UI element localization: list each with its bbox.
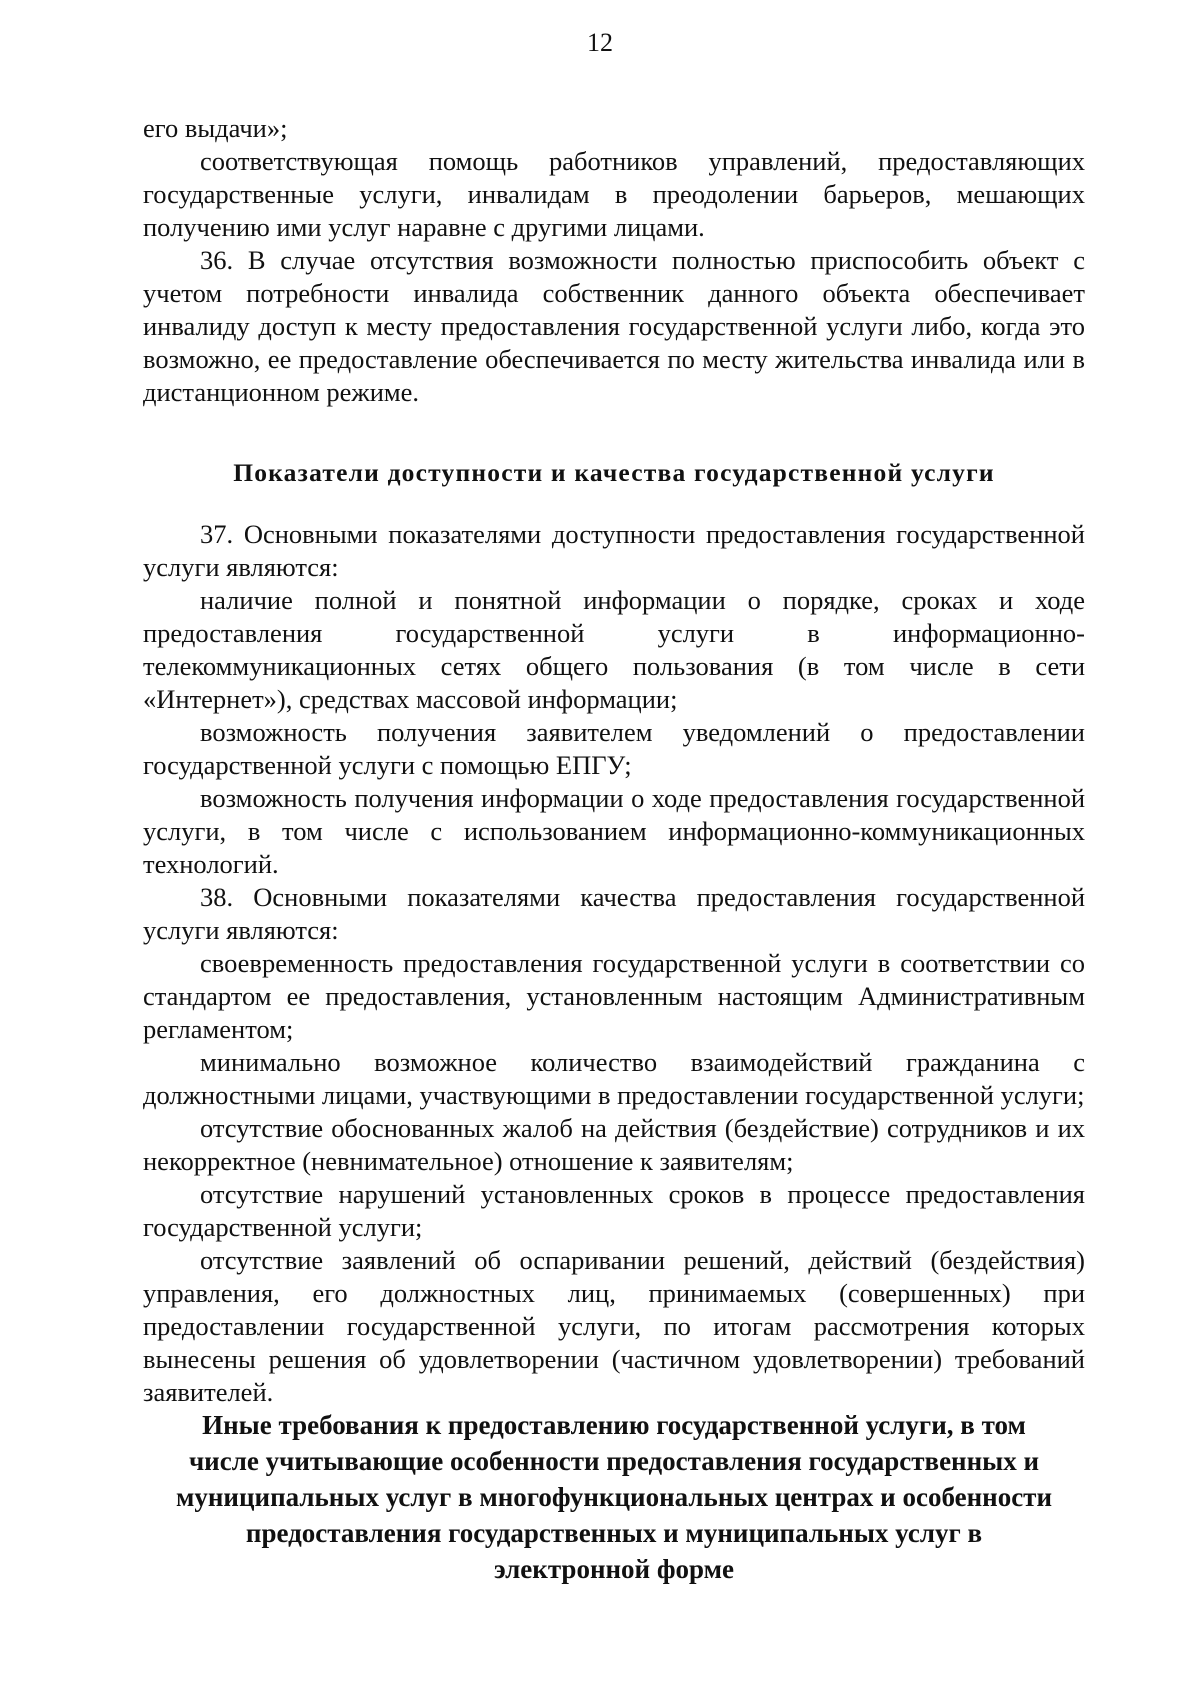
heading-line: муниципальных услуг в многофункциональных центрах и особенности [175, 1482, 1053, 1512]
paragraph: минимально возможное количество взаимодействий гражданина с должностными лицами, участвующими в предоставлении государственной услуги; [143, 1047, 1085, 1110]
paragraph: 38. Основными показателями качества предоставления государственной услуги являются: [143, 882, 1085, 945]
paragraph: отсутствие обоснованных жалоб на действия (бездействие) сотрудников и их некорректное (невнимательное) отношение к заявителям; [143, 1113, 1085, 1176]
heading-line: электронной форме [493, 1554, 735, 1584]
paragraph: своевременность предоставления государственной услуги в соответствии со стандартом ее предоставления, установленным настоящим Административным регламентом; [143, 948, 1085, 1044]
paragraph: отсутствие нарушений установленных сроков в процессе предоставления государственной услуги; [143, 1179, 1085, 1242]
page-number: 12 [587, 28, 613, 57]
heading-line: числе учитывающие особенности предоставления государственных и [188, 1446, 1040, 1476]
heading-line: предоставления государственных и муниципальных услуг в [245, 1518, 983, 1548]
paragraph: возможность получения информации о ходе предоставления государственной услуги, в том числе с использованием информационно-коммуникационных технологий. [143, 783, 1085, 879]
paragraph: возможность получения заявителем уведомлений о предоставлении государственной услуги с помощью ЕПГУ; [143, 717, 1085, 780]
paragraph: соответствующая помощь работников управлений, предоставляющих государственные услуги, инвалидам в преодолении барьеров, мешающих получению ими услуг наравне с другими лицами. [143, 146, 1085, 242]
paragraph: отсутствие заявлений об оспаривании решений, действий (бездействия) управления, его должностных лиц, принимаемых (совершенных) при предоставлении государственной услуги, по итогам рассмотрения которых вынесены решения об удовлетворении (частичном удовлетворении) требований заявителей. [143, 1245, 1085, 1407]
paragraph: наличие полной и понятной информации о порядке, сроках и ходе предоставления государственной услуги в информационно-телекоммуникационных сетях общего пользования (в том числе в сети «Интернет»), средствах массовой информации; [143, 585, 1085, 714]
document-body [143, 112, 1085, 1409]
paragraph: 36. В случае отсутствия возможности полностью приспособить объект с учетом потребности инвалида собственник данного объекта обеспечивает инвалиду доступ к месту предоставления государственной услуги либо, когда это возможно, ее предоставление обеспечивается по месту жительства инвалида или в дистанционном режиме. [143, 245, 1085, 407]
paragraph: 37. Основными показателями доступности предоставления государственной услуги являются: [143, 519, 1085, 582]
paragraph: его выдачи»; [143, 113, 288, 143]
section-heading: Показатели доступности и качества государственной услуги [233, 458, 995, 487]
final-section-heading [143, 1407, 1085, 1587]
heading-line: Иные требования к предоставлению государственной услуги, в том [202, 1410, 1026, 1440]
